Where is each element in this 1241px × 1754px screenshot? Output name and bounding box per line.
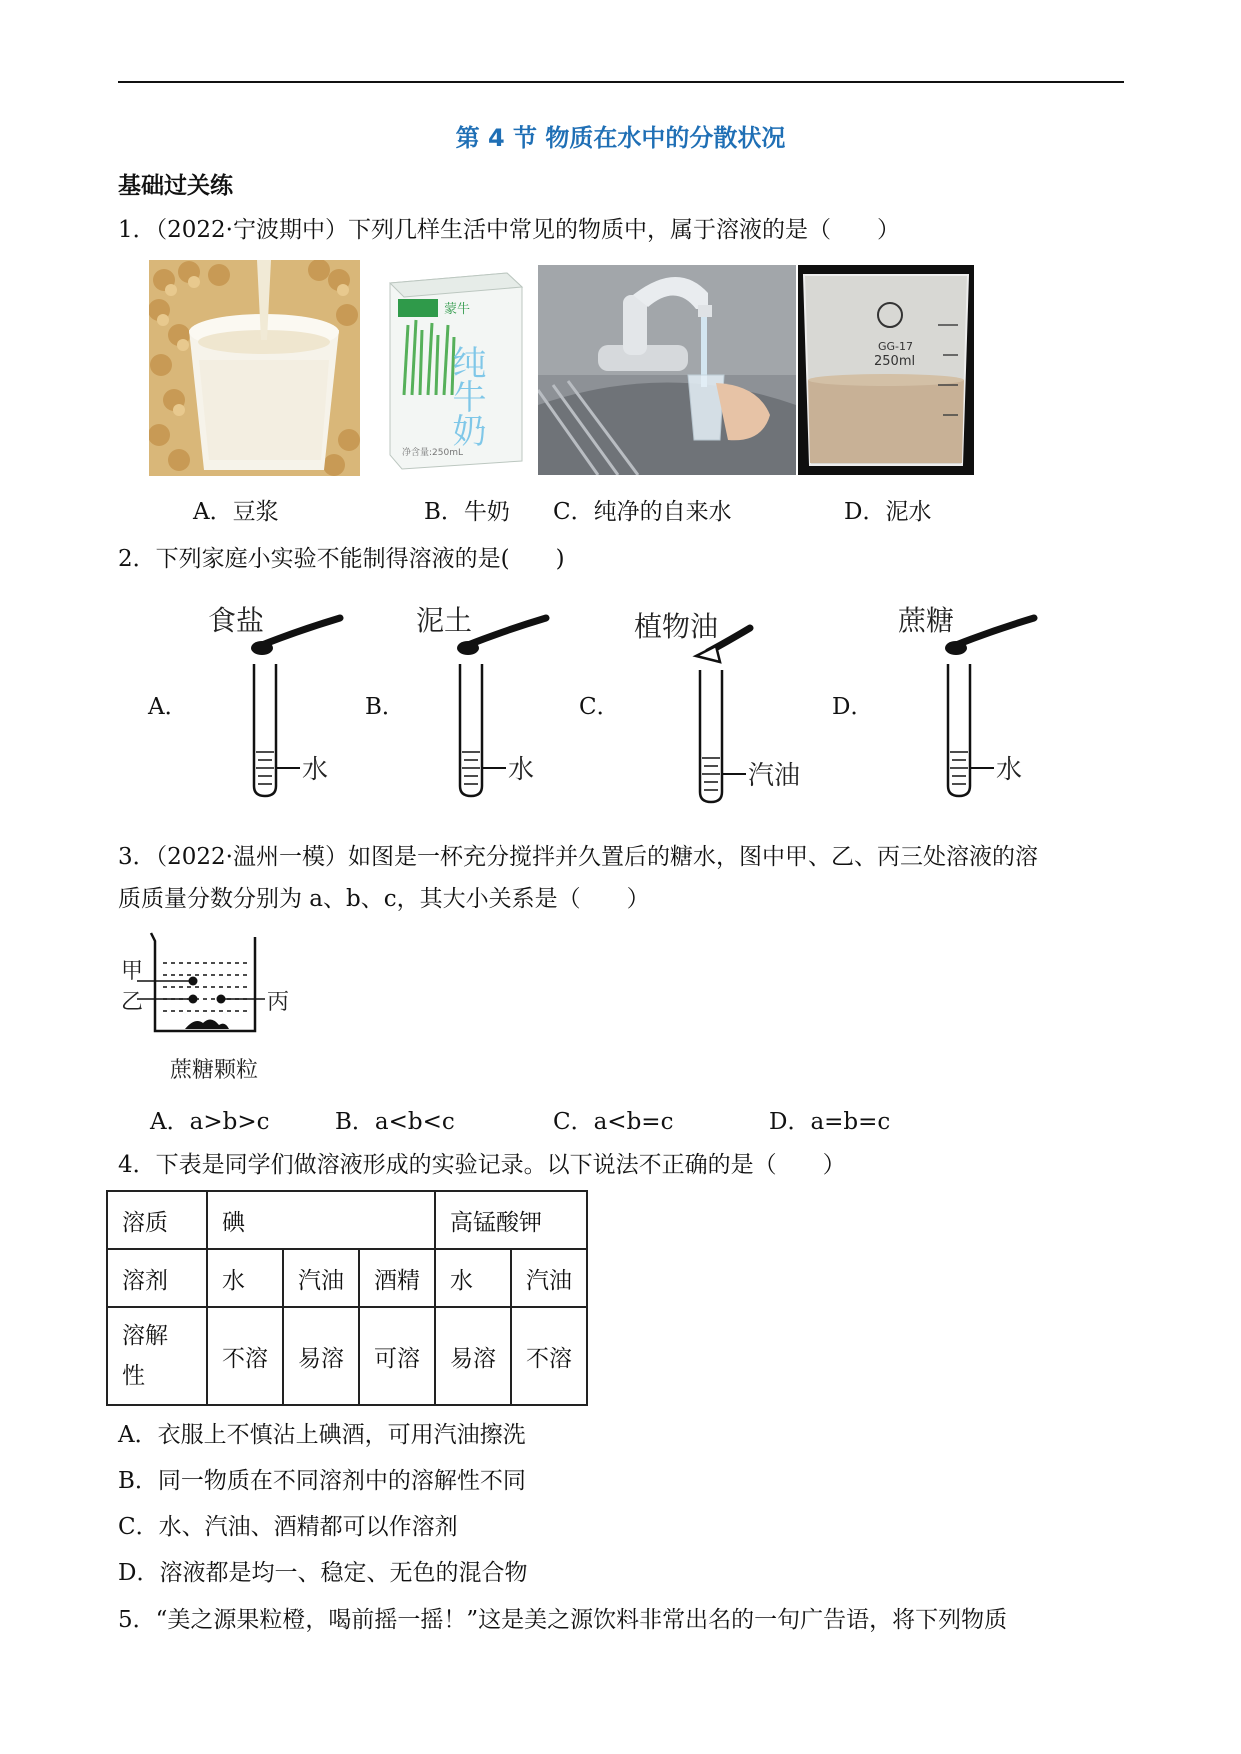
section-heading: 基础过关练 bbox=[118, 173, 233, 199]
milk-box-volume: 净含量:250mL bbox=[402, 448, 463, 458]
table-row bbox=[107, 1307, 587, 1405]
q4-option-d: D．溶液都是均一、稳定、无色的混合物 bbox=[118, 1560, 528, 1586]
header-rule bbox=[118, 81, 1124, 83]
label-sugar: 蔗糖颗粒 bbox=[170, 1058, 259, 1083]
test-tube-b bbox=[416, 604, 546, 796]
page-title: 第 4 节 物质在水中的分散状况 bbox=[455, 124, 786, 152]
table-cell: 易溶 bbox=[283, 1307, 359, 1405]
q2-letter-a: A． bbox=[148, 694, 188, 720]
test-tube-a bbox=[208, 604, 340, 796]
solute-label-b: 泥土 bbox=[416, 604, 473, 637]
tap-water-photo bbox=[538, 265, 796, 475]
label-bing: 丙 bbox=[267, 990, 290, 1015]
solute-label-c: 植物油 bbox=[634, 610, 719, 643]
q2-stem: 2．下列家庭小实验不能制得溶液的是( ) bbox=[118, 546, 565, 572]
q4-option-a: A．衣服上不慎沾上碘酒，可用汽油擦洗 bbox=[118, 1422, 526, 1448]
soymilk-photo bbox=[149, 260, 360, 476]
table-row bbox=[107, 1191, 587, 1249]
test-tube-d bbox=[898, 604, 1034, 796]
solvent-label-a: 水 bbox=[302, 755, 329, 785]
solvent-label-b: 水 bbox=[508, 755, 535, 785]
q3-option-b: B．a<b<c bbox=[335, 1109, 455, 1135]
table-cell: 不溶 bbox=[207, 1307, 283, 1405]
solvent-label-d: 水 bbox=[996, 755, 1023, 785]
q3-beaker-diagram bbox=[115, 925, 305, 1085]
table-cell: 不溶 bbox=[511, 1307, 587, 1405]
table-cell: 水 bbox=[435, 1249, 511, 1307]
table-cell: 水 bbox=[207, 1249, 283, 1307]
table-cell: 酒精 bbox=[359, 1249, 435, 1307]
q2-letter-d: D． bbox=[832, 694, 874, 720]
q4-stem: 4．下表是同学们做溶液形成的实验记录。以下说法不正确的是（ ） bbox=[118, 1152, 846, 1178]
test-tube-c bbox=[634, 610, 800, 802]
solute-label-a: 食盐 bbox=[208, 604, 265, 637]
table-cell: 易溶 bbox=[435, 1307, 511, 1405]
solvent-label-c: 汽油 bbox=[748, 761, 801, 791]
table-cell: 高锰酸钾 bbox=[435, 1191, 587, 1249]
table-cell: 碘 bbox=[207, 1191, 435, 1249]
q1-option-b: B．牛奶 bbox=[424, 499, 510, 525]
table-head-solubility-l1: 溶解 bbox=[122, 1323, 168, 1349]
q4-record-table bbox=[106, 1190, 588, 1406]
q3-option-a: A．a>b>c bbox=[150, 1109, 270, 1135]
solute-label-d: 蔗糖 bbox=[898, 604, 955, 637]
table-cell: 汽油 bbox=[511, 1249, 587, 1307]
label-yi: 乙 bbox=[121, 990, 144, 1015]
table-row bbox=[107, 1249, 587, 1307]
q4-option-b: B．同一物质在不同溶剂中的溶解性不同 bbox=[118, 1468, 526, 1494]
q1-stem: 1．（2022·宁波期中）下列几样生活中常见的物质中，属于溶液的是（ ） bbox=[118, 217, 900, 243]
milk-box-photo bbox=[382, 265, 528, 471]
q2-test-tube-diagrams bbox=[0, 590, 1241, 810]
q5-stem: 5．“美之源果粒橙，喝前摇一摇！”这是美之源饮料非常出名的一句广告语，将下列物质 bbox=[118, 1607, 1008, 1633]
label-jia: 甲 bbox=[121, 959, 144, 984]
table-cell bbox=[107, 1307, 207, 1405]
q3-option-c: C．a<b=c bbox=[553, 1109, 674, 1135]
q2-letter-c: C． bbox=[579, 694, 620, 720]
q1-option-a: A．豆浆 bbox=[193, 499, 279, 525]
table-cell: 汽油 bbox=[283, 1249, 359, 1307]
beaker-mark: GG-17 bbox=[878, 340, 914, 353]
table-cell: 溶质 bbox=[107, 1191, 207, 1249]
q3-stem-line2: 质质量分数分别为 a、b、c，其大小关系是（ ） bbox=[118, 886, 650, 912]
beaker-volume: 250ml bbox=[874, 354, 916, 369]
q3-stem-line1: 3．（2022·温州一模）如图是一杯充分搅拌并久置后的糖水，图中甲、乙、丙三处溶液的溶 bbox=[118, 844, 1038, 870]
table-cell: 可溶 bbox=[359, 1307, 435, 1405]
q1-option-d: D．泥水 bbox=[844, 499, 932, 525]
table-head-solubility-l2: 性 bbox=[122, 1363, 145, 1389]
milk-box-brand: 蒙牛 bbox=[444, 302, 471, 317]
q2-letter-b: B． bbox=[365, 694, 405, 720]
q1-option-c: C．纯净的自来水 bbox=[553, 499, 732, 525]
q4-option-c: C．水、汽油、酒精都可以作溶剂 bbox=[118, 1514, 458, 1540]
table-cell: 溶剂 bbox=[107, 1249, 207, 1307]
q3-option-d: D．a=b=c bbox=[769, 1109, 891, 1135]
muddy-water-photo bbox=[798, 265, 974, 475]
milk-box-label: 纯牛奶 bbox=[446, 345, 486, 447]
